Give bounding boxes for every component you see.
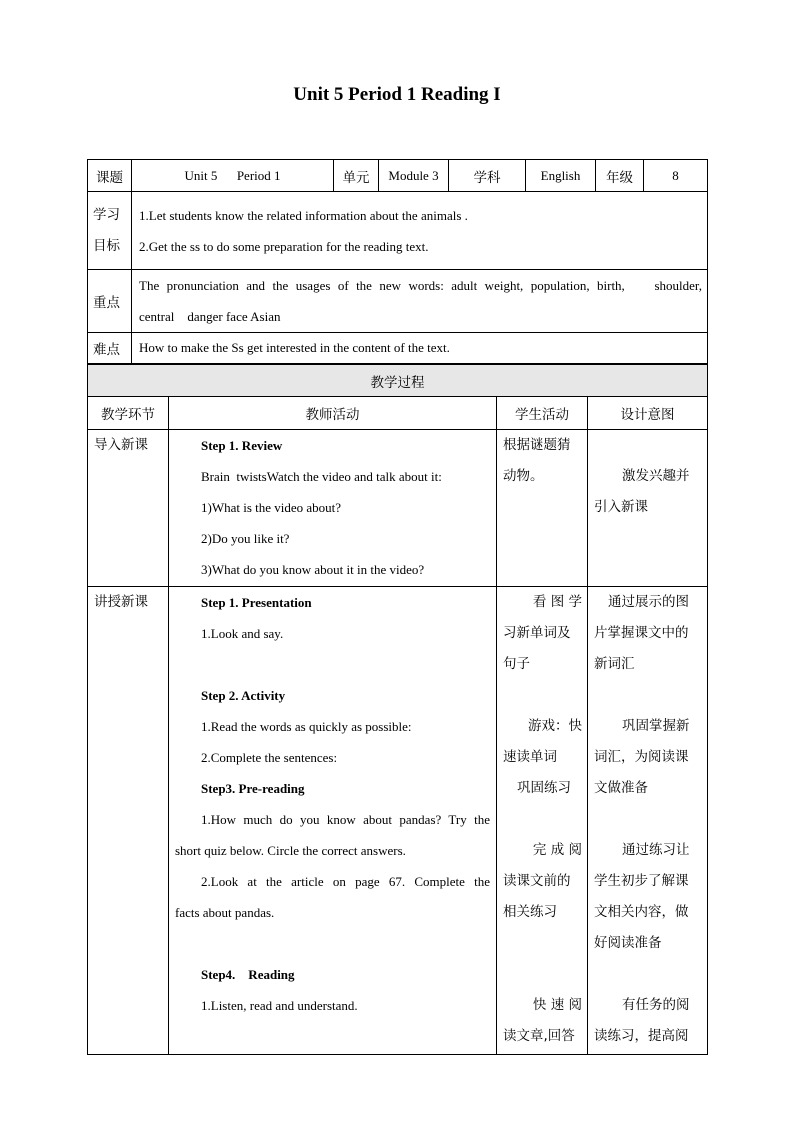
- presentation-line-1: 1.Look and say.: [201, 626, 284, 641]
- step-presentation-title: Step 1. Presentation: [201, 595, 312, 610]
- col-intent: 设计意图: [588, 397, 708, 430]
- grade-value: 8: [644, 160, 708, 192]
- keypoints-label: 重点: [88, 270, 132, 333]
- stage-new-teacher: [169, 587, 497, 1055]
- topic-label: 课题: [88, 160, 132, 192]
- s4-student-1: 快 速 阅: [532, 997, 582, 1013]
- step-activity-title: Step 2. Activity: [201, 688, 286, 703]
- step-prereading-title: Step3. Pre-reading: [201, 781, 305, 796]
- process-header: 教学过程: [88, 365, 708, 397]
- s1-student-1: 看 图 学: [532, 594, 582, 610]
- stage-new: [88, 587, 169, 1055]
- topic-value: Unit 5 Period 1: [132, 160, 334, 192]
- review-line-4: 3)What do you know about it in the video?: [201, 562, 425, 577]
- activity-line-1: 1.Read the words as quickly as possible:: [201, 719, 412, 734]
- stage-intro-intent: [588, 430, 708, 587]
- prereading-line-2: short quiz below. Circle the correct answers.: [175, 843, 406, 858]
- s3-student-2: 读课文前的: [503, 873, 571, 889]
- teaching-process-table: [87, 364, 708, 1055]
- difficulty-content: How to make the Ss get interested in the content of the text.: [132, 333, 708, 364]
- intro-intent-1: 激发兴趣并: [622, 468, 690, 484]
- s4-intent-1: 有任务的阅: [622, 997, 690, 1013]
- s2-student-1: 游戏：快: [528, 718, 582, 734]
- activity-line-2: 2.Complete the sentences:: [201, 750, 338, 765]
- s2-student-3: 巩固练习: [517, 780, 571, 796]
- stage-new-student: [497, 587, 588, 1055]
- s3-student-3: 相关练习: [503, 904, 557, 920]
- s1-student-3: 句子: [503, 656, 530, 672]
- objective-1: 1.Let students know the related information about the animals .: [139, 207, 468, 223]
- lesson-info-table: [87, 159, 708, 364]
- s2-student-2: 速读单词: [503, 749, 557, 765]
- stage-intro-label: 导入新课: [94, 437, 148, 453]
- s4-student-2: 读文章,回答: [503, 1028, 575, 1044]
- subject-label: 学科: [449, 160, 526, 192]
- col-stage: 教学环节: [88, 397, 169, 430]
- objective-2: 2.Get the ss to do some preparation for the reading text.: [139, 238, 429, 254]
- s1-intent-3: 新词汇: [594, 656, 635, 672]
- s1-intent-2: 片掌握课文中的: [594, 625, 689, 641]
- objectives-label-2: 目标: [93, 237, 120, 254]
- prereading-line-3: 2.Look at the article on page 67. Complete the: [201, 874, 490, 889]
- prereading-line-1: 1.How much do you know about pandas? Try the: [201, 812, 490, 827]
- s3-intent-2: 学生初步了解课: [594, 873, 689, 889]
- stage-intro: [88, 430, 169, 587]
- col-student: 学生活动: [497, 397, 588, 430]
- keypoints-content: [132, 270, 708, 333]
- review-line-2: 1)What is the video about?: [201, 500, 342, 515]
- s3-student-1: 完 成 阅: [532, 842, 582, 858]
- step-review-title: Step 1. Review: [201, 438, 283, 453]
- stage-intro-student: [497, 430, 588, 587]
- intro-student-2: 动物。: [503, 468, 544, 484]
- stage-intro-teacher: [169, 430, 497, 587]
- intro-intent-2: 引入新课: [594, 499, 648, 515]
- objectives-content: [132, 192, 708, 270]
- col-teacher: 教师活动: [169, 397, 497, 430]
- step-reading-title: Step4. Reading: [201, 967, 295, 982]
- prereading-line-4: facts about pandas.: [175, 905, 275, 920]
- s1-student-2: 习新单词及: [503, 625, 571, 641]
- s3-intent-3: 文相关内容，做: [594, 904, 689, 920]
- subject-value: English: [526, 160, 596, 192]
- intro-student-1: 根据谜题猜: [503, 437, 571, 453]
- unit-value: Module 3: [379, 160, 449, 192]
- review-line-1: Brain twistsWatch the video and talk about it:: [201, 469, 442, 484]
- grade-label: 年级: [596, 160, 644, 192]
- s3-intent-1: 通过练习让: [622, 842, 690, 858]
- keypoints-line-2: central danger face Asian: [139, 309, 281, 324]
- s2-intent-1: 巩固掌握新: [622, 718, 690, 734]
- s3-intent-4: 好阅读准备: [594, 935, 662, 951]
- page-title: Unit 5 Period 1 Reading I: [293, 84, 501, 105]
- reading-line-1: 1.Listen, read and understand.: [201, 998, 358, 1013]
- review-line-3: 2)Do you like it?: [201, 531, 290, 546]
- stage-new-label: 讲授新课: [94, 594, 148, 610]
- unit-label: 单元: [334, 160, 379, 192]
- stage-new-intent: [588, 587, 708, 1055]
- objectives-label: [88, 192, 132, 270]
- s2-intent-2: 词汇，为阅读课: [594, 749, 689, 765]
- keypoints-line-1: The pronunciation and the usages of the new words: adult weight, population, birth, shoulder,: [139, 278, 702, 293]
- s4-intent-2: 读练习，提高阅: [594, 1028, 689, 1044]
- s2-intent-3: 文做准备: [594, 780, 648, 796]
- s1-intent-1: 通过展示的图: [608, 594, 689, 610]
- difficulty-label: 难点: [88, 333, 132, 364]
- objectives-label-1: 学习: [93, 206, 120, 223]
